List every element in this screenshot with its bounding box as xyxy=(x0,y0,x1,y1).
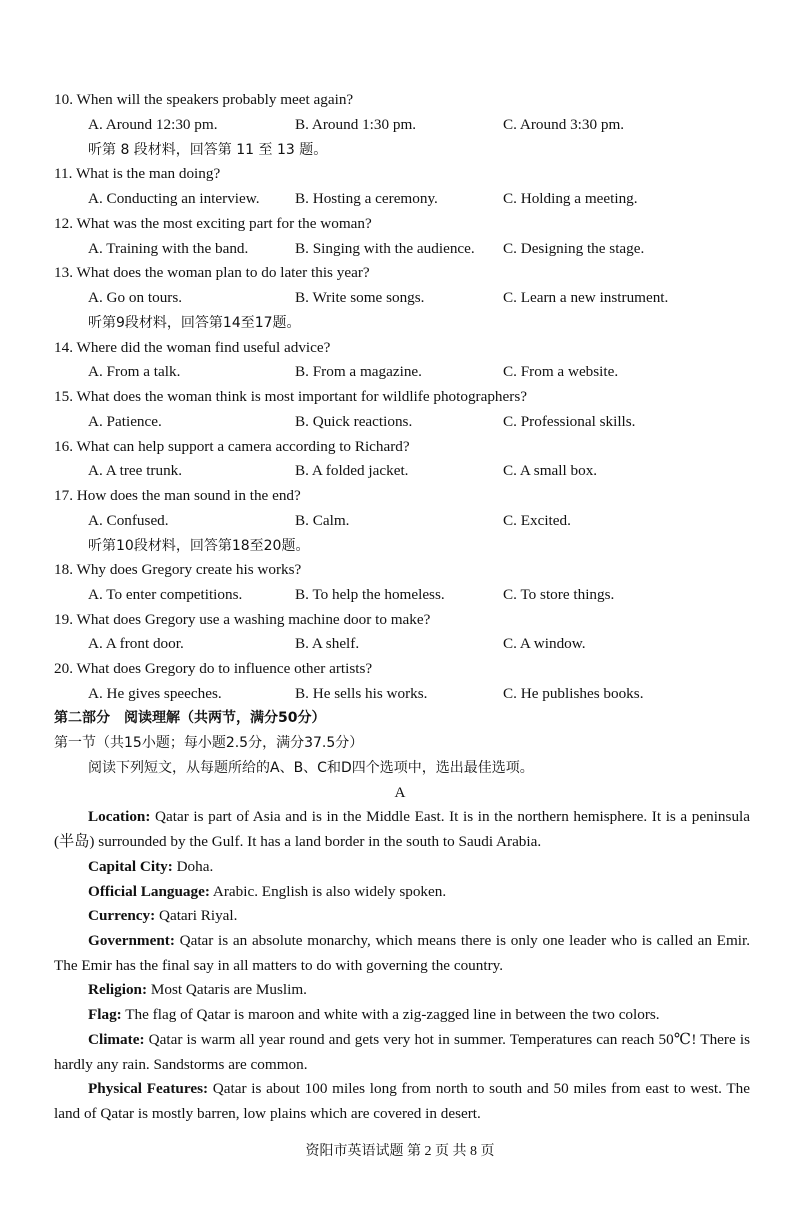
option-b: B. Around 1:30 pm. xyxy=(295,116,417,133)
option-c: C. Holding a meeting. xyxy=(503,190,638,207)
passage-capital: Capital City: Doha. xyxy=(88,858,214,875)
passage-label: A xyxy=(394,784,406,801)
option-a: A. From a talk. xyxy=(88,363,181,380)
label: Religion: xyxy=(88,981,148,998)
label: Government: xyxy=(88,932,175,949)
label: Official Language: xyxy=(88,883,210,900)
passage-physical-features: Physical Features: Qatar is about 100 miles long from north to south and 50 miles from east to west. The land of Qatar is mostly barren, low plains which are covered in desert. xyxy=(54,1080,751,1122)
instruction-section-8: 听第 8 段材料，回答第 11 至 13 题。 xyxy=(88,142,328,158)
question-16-options xyxy=(88,461,768,481)
passage-language: Official Language: Arabic. English is also widely spoken. xyxy=(88,883,447,900)
option-a: A. Patience. xyxy=(88,413,162,430)
instruction-section-10: 听第10段材料，回答第18至20题。 xyxy=(88,538,310,554)
question-17-options xyxy=(88,511,768,531)
option-b: B. Singing with the audience. xyxy=(295,240,475,257)
question-16-stem: 16. What can help support a camera according to Richard? xyxy=(54,438,410,455)
question-13-stem: 13. What does the woman plan to do later this year? xyxy=(54,264,370,281)
option-b: B. Calm. xyxy=(295,512,350,529)
part-two-title: 第二部分 阅读理解（共两节，满分50分） xyxy=(54,710,326,726)
option-c: C. Around 3:30 pm. xyxy=(503,116,625,133)
label: Climate: xyxy=(88,1031,145,1048)
option-c: C. Learn a new instrument. xyxy=(503,289,669,306)
question-18-options xyxy=(88,585,768,605)
passage-currency: Currency: Qatari Riyal. xyxy=(88,907,238,924)
option-c: C. Designing the stage. xyxy=(503,240,645,257)
question-20-stem: 20. What does Gregory do to influence other artists? xyxy=(54,660,373,677)
question-13-options xyxy=(88,288,768,308)
question-19-stem: 19. What does Gregory use a washing machine door to make? xyxy=(54,611,431,628)
option-b: B. He sells his works. xyxy=(295,685,428,702)
question-11-stem: 11. What is the man doing? xyxy=(54,165,221,182)
question-12-options xyxy=(88,239,768,259)
question-18-stem: 18. Why does Gregory create his works? xyxy=(54,561,302,578)
option-c: C. He publishes books. xyxy=(503,685,644,702)
option-b: B. Quick reactions. xyxy=(295,413,413,430)
question-15-stem: 15. What does the woman think is most important for wildlife photographers? xyxy=(54,388,527,405)
option-c: C. A small box. xyxy=(503,462,598,479)
question-10-options xyxy=(88,115,768,135)
passage-government: Government: Qatar is an absolute monarchy, which means there is only one leader who is called an Emir. The Emir has the final say in all matters to do with governing the country. xyxy=(54,932,750,974)
option-b: B. Write some songs. xyxy=(295,289,425,306)
option-a: A. He gives speeches. xyxy=(88,685,222,702)
reading-instruction: 阅读下列短文，从每题所给的A、B、C和D四个选项中，选出最佳选项。 xyxy=(88,760,534,776)
option-c: C. Excited. xyxy=(503,512,571,529)
option-b: B. Hosting a ceremony. xyxy=(295,190,438,207)
option-c: C. A window. xyxy=(503,635,586,652)
question-19-options xyxy=(88,634,768,654)
label: Location: xyxy=(88,808,151,825)
question-12-stem: 12. What was the most exciting part for the woman? xyxy=(54,215,372,232)
label: Currency: xyxy=(88,907,156,924)
option-b: B. A shelf. xyxy=(295,635,360,652)
option-b: B. From a magazine. xyxy=(295,363,422,380)
label: Physical Features: xyxy=(88,1080,209,1097)
option-c: C. To store things. xyxy=(503,586,615,603)
option-a: A. Around 12:30 pm. xyxy=(88,116,218,133)
question-10-stem: 10. When will the speakers probably meet again? xyxy=(54,91,354,108)
option-a: A. Conducting an interview. xyxy=(88,190,260,207)
option-b: B. To help the homeless. xyxy=(295,586,445,603)
page-footer: 资阳市英语试题 第 2 页 共 8 页 xyxy=(305,1144,495,1159)
question-17-stem: 17. How does the man sound in the end? xyxy=(54,487,301,504)
question-20-options xyxy=(88,684,768,704)
passage-religion: Religion: Most Qataris are Muslim. xyxy=(88,981,307,998)
passage-climate: Climate: Qatar is warm all year round and gets very hot in summer. Temperatures can reach 50℃! There is hardly any rain. Sandstorms are common. xyxy=(54,1031,750,1073)
instruction-section-9: 听第9段材料，回答第14至17题。 xyxy=(88,315,301,331)
option-a: A. To enter competitions. xyxy=(88,586,243,603)
option-c: C. From a website. xyxy=(503,363,619,380)
label: Capital City: xyxy=(88,858,173,875)
option-a: A. Training with the band. xyxy=(88,240,249,257)
section-one-title: 第一节（共15小题；每小题2.5分，满分37.5分） xyxy=(54,735,364,751)
question-11-options xyxy=(88,189,768,209)
option-a: A. Confused. xyxy=(88,512,169,529)
option-a: A. A front door. xyxy=(88,635,184,652)
option-a: A. Go on tours. xyxy=(88,289,183,306)
question-14-options xyxy=(88,362,768,382)
label: Flag: xyxy=(88,1006,122,1023)
passage-location: Location: Qatar is part of Asia and is in the Middle East. It is in the northern hemisphere. It is a peninsula (半岛) surrounded by the Gulf. It has a land border in the south to Saudi Arabia. xyxy=(54,808,750,850)
passage-flag: Flag: The flag of Qatar is maroon and white with a zig-zagged line in between the two colors. xyxy=(88,1006,660,1023)
question-15-options xyxy=(88,412,768,432)
option-c: C. Professional skills. xyxy=(503,413,636,430)
question-14-stem: 14. Where did the woman find useful advice? xyxy=(54,339,331,356)
option-b: B. A folded jacket. xyxy=(295,462,409,479)
option-a: A. A tree trunk. xyxy=(88,462,183,479)
